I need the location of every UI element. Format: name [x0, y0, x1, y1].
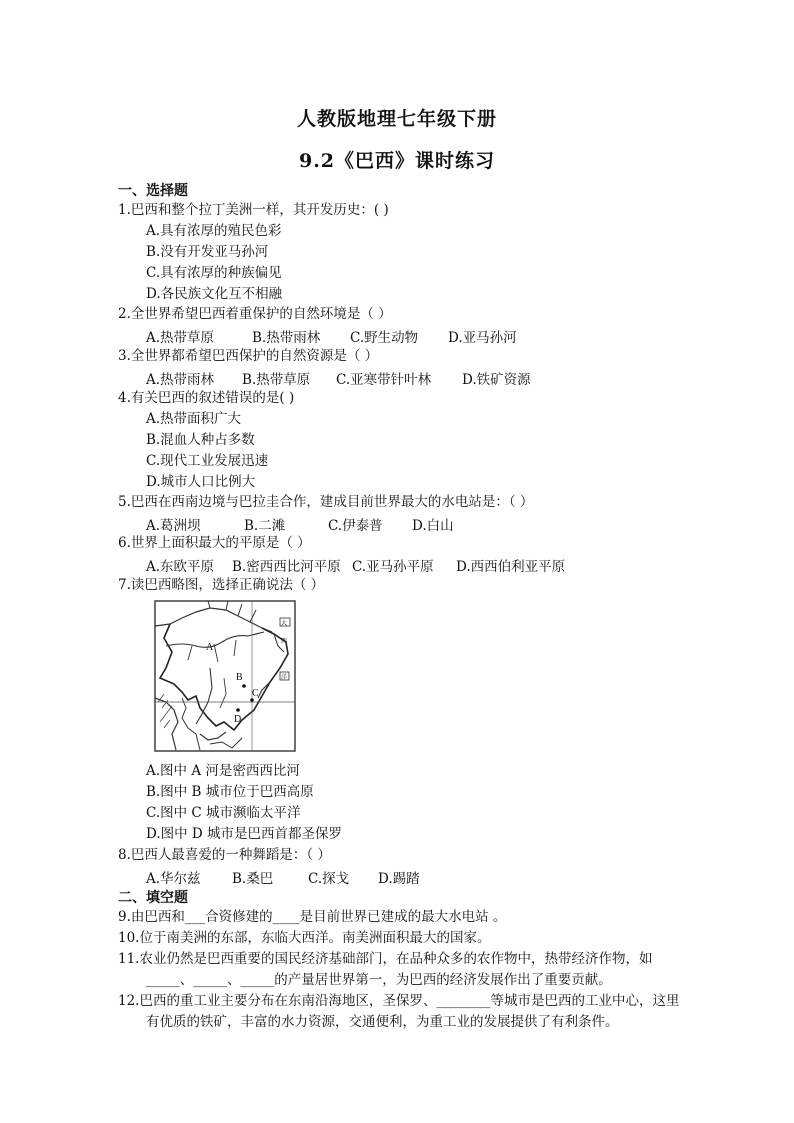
section-heading-choice: 一、选择题: [118, 183, 188, 199]
question-5-option-a: A.葛洲坝: [146, 518, 201, 534]
question-2-option-d: D.亚马孙河: [448, 330, 517, 346]
question-1-option-b: B.没有开发亚马孙河: [146, 244, 269, 260]
question-3-option-d: D.铁矿资源: [462, 372, 531, 388]
question-5-option-d: D.白山: [412, 518, 454, 534]
question-6-option-b: B.密西西比河平原: [232, 559, 341, 575]
question-5-stem: 5.巴西在西南边境与巴拉圭合作，建成目前世界最大的水电站是：（ ）: [118, 494, 534, 510]
question-3-options: [146, 368, 531, 388]
question-10: 10.位于南美洲的东部，东临大西洋。南美洲面积最大的国家。: [118, 930, 491, 946]
question-8-option-c: C.探戈: [308, 871, 350, 887]
question-7-option-c: C.图中 C 城市濒临太平洋: [146, 805, 301, 821]
question-4-option-a: A.热带面积广大: [146, 411, 242, 427]
question-11-line-2: _____、_____、_____的产量居世界第一，为巴西的经济发展作出了重要贡献。: [146, 972, 612, 988]
question-3-option-c: C.亚寒带针叶林: [336, 372, 432, 388]
document-subtitle: 9.2《巴西》课时练习: [298, 150, 496, 172]
question-3-option-b: B.热带草原: [242, 372, 311, 388]
question-1-stem: 1.巴西和整个拉丁美洲一样，其开发历史：( ): [118, 202, 389, 218]
map-label-c: C: [252, 688, 259, 699]
document-title: 人教版地理七年级下册: [296, 108, 497, 130]
map-ocean-label-2: 西: [281, 638, 288, 645]
question-8-stem: 8.巴西人最喜爱的一种舞蹈是：（ ）: [118, 847, 331, 863]
question-8-option-d: D.踢踏: [378, 871, 420, 887]
map-label-a: A: [206, 642, 214, 653]
question-7-option-d: D.图中 D 城市是巴西首都圣保罗: [146, 826, 343, 842]
map-ocean-label-1: 大: [281, 620, 288, 627]
question-1-option-c: C.具有浓厚的种族偏见: [146, 265, 282, 281]
question-9: 9.由巴西和___合资修建的____是目前世界已建成的最大水电站 。: [118, 909, 507, 925]
question-11-line-1: 11.农业仍然是巴西重要的国民经济基础部门，在品种众多的农作物中，热带经济作物，如: [118, 951, 653, 967]
question-4-stem: 4.有关巴西的叙述错误的是( ): [118, 390, 295, 406]
question-2-option-c: C.野生动物: [350, 330, 419, 346]
brazil-sketch-map: [152, 598, 298, 754]
question-7-option-a: A.图中 A 河是密西西比河: [146, 763, 300, 779]
question-8-option-b: B.桑巴: [232, 871, 274, 887]
question-4-option-b: B.混血人种占多数: [146, 432, 255, 448]
question-7-option-b: B.图中 B 城市位于巴西高原: [146, 784, 314, 800]
question-2-option-b: B.热带雨林: [252, 330, 321, 346]
question-12-line-2: 有优质的铁矿，丰富的水力资源，交通便利，为重工业的发展提供了有利条件。: [146, 1014, 619, 1030]
question-6-option-c: C.亚马孙平原: [352, 559, 434, 575]
question-12-line-1: 12.巴西的重工业主要分布在东南沿海地区，圣保罗、________等城市是巴西的工业中心，这里: [118, 993, 680, 1009]
question-3-stem: 3.全世界都希望巴西保护的自然资源是（ ）: [118, 348, 379, 364]
map-label-b: B: [236, 672, 243, 683]
question-1-option-a: A.具有浓厚的殖民色彩: [146, 223, 282, 239]
question-6-stem: 6.世界上面积最大的平原是（ ）: [118, 535, 311, 551]
question-4-option-c: C.现代工业发展迅速: [146, 453, 269, 469]
question-4-option-d: D.城市人口比例大: [146, 474, 256, 490]
question-6-options: [146, 555, 565, 575]
question-5-option-c: C.伊泰普: [328, 518, 383, 534]
question-3-option-a: A.热带雨林: [146, 372, 215, 388]
question-5-options: [146, 514, 454, 534]
question-1-option-d: D.各民族文化互不相融: [146, 286, 283, 302]
question-5-option-b: B.二滩: [244, 518, 286, 534]
question-2-option-a: A.热带草原: [146, 330, 215, 346]
section-heading-fill-in: 二、填空题: [118, 890, 188, 906]
question-7-stem: 7.读巴西略图，选择正确说法（ ）: [118, 577, 325, 593]
map-ocean-label-3: 洋: [281, 674, 288, 681]
question-8-option-a: A.华尔兹: [146, 871, 201, 887]
question-6-option-a: A.东欧平原: [146, 559, 215, 575]
question-6-option-d: D.西西伯利亚平原: [456, 559, 566, 575]
question-8-options: [146, 867, 420, 887]
map-label-d: D: [234, 714, 242, 725]
question-2-stem: 2.全世界希望巴西着重保护的自然环境是（ ）: [118, 306, 392, 322]
question-2-options: [146, 326, 517, 346]
